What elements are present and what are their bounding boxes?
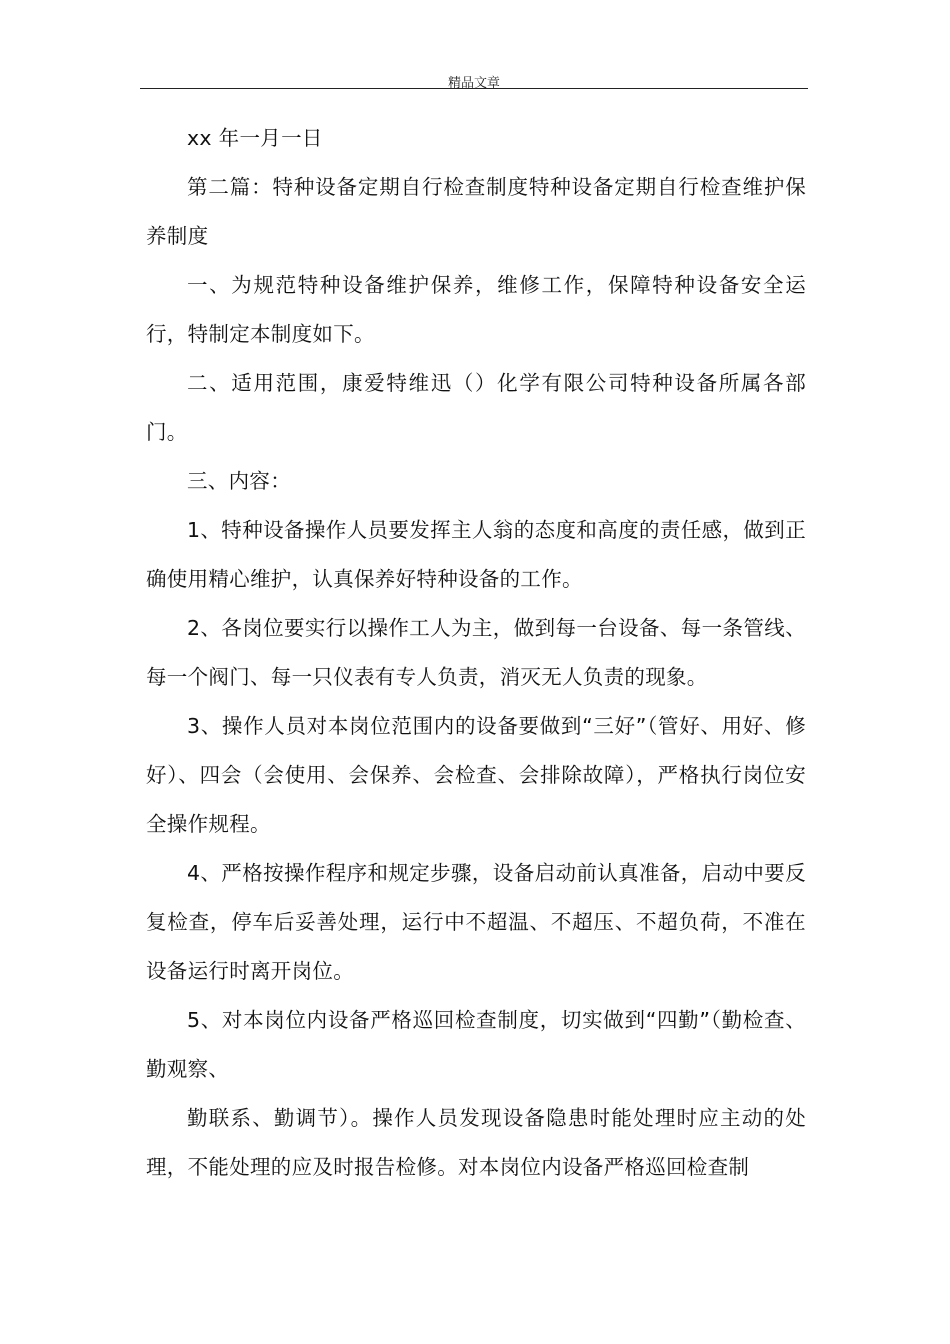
date-line: xx 年一月一日 xyxy=(187,126,323,150)
list-item-3: 3、操作人员对本岗位范围内的设备要做到“三好”（管好、用好、修好）、四会（会使用、会保养、会检查、会排除故障），严格执行岗位安全操作规程。 xyxy=(146,714,806,836)
list-item-2: 2、各岗位要实行以操作工人为主，做到每一台设备、每一条管线、每一个阀门、每一只仪表有专人负责，消灭无人负责的现象。 xyxy=(146,616,806,689)
paragraph-scope: 二、适用范围，康爱特维迅（）化学有限公司特种设备所属各部门。 xyxy=(146,371,806,444)
paragraph-purpose: 一、为规范特种设备维护保养，维修工作，保障特种设备安全运行，特制定本制度如下。 xyxy=(146,273,806,346)
header-divider xyxy=(140,88,808,89)
paragraph-content-heading: 三、内容： xyxy=(187,469,291,493)
list-item-5: 5、对本岗位内设备严格巡回检查制度，切实做到“四勤”（勤检查、勤观察、 xyxy=(146,1008,806,1081)
page-header-title: 精品文章 xyxy=(447,76,500,91)
list-item-1: 1、特种设备操作人员要发挥主人翁的态度和高度的责任感，做到正确使用精心维护，认真保养好特种设备的工作。 xyxy=(146,518,806,591)
list-item-5-continued: 勤联系、勤调节）。操作人员发现设备隐患时能处理时应主动的处理，不能处理的应及时报告检修。对本岗位内设备严格巡回检查制 xyxy=(146,1106,806,1179)
list-item-4: 4、严格按操作程序和规定步骤，设备启动前认真准备，启动中要反复检查，停车后妥善处理，运行中不超温、不超压、不超负荷，不准在设备运行时离开岗位。 xyxy=(146,861,806,983)
document-body xyxy=(146,114,806,1192)
section-title: 第二篇：特种设备定期自行检查制度特种设备定期自行检查维护保养制度 xyxy=(146,175,806,248)
